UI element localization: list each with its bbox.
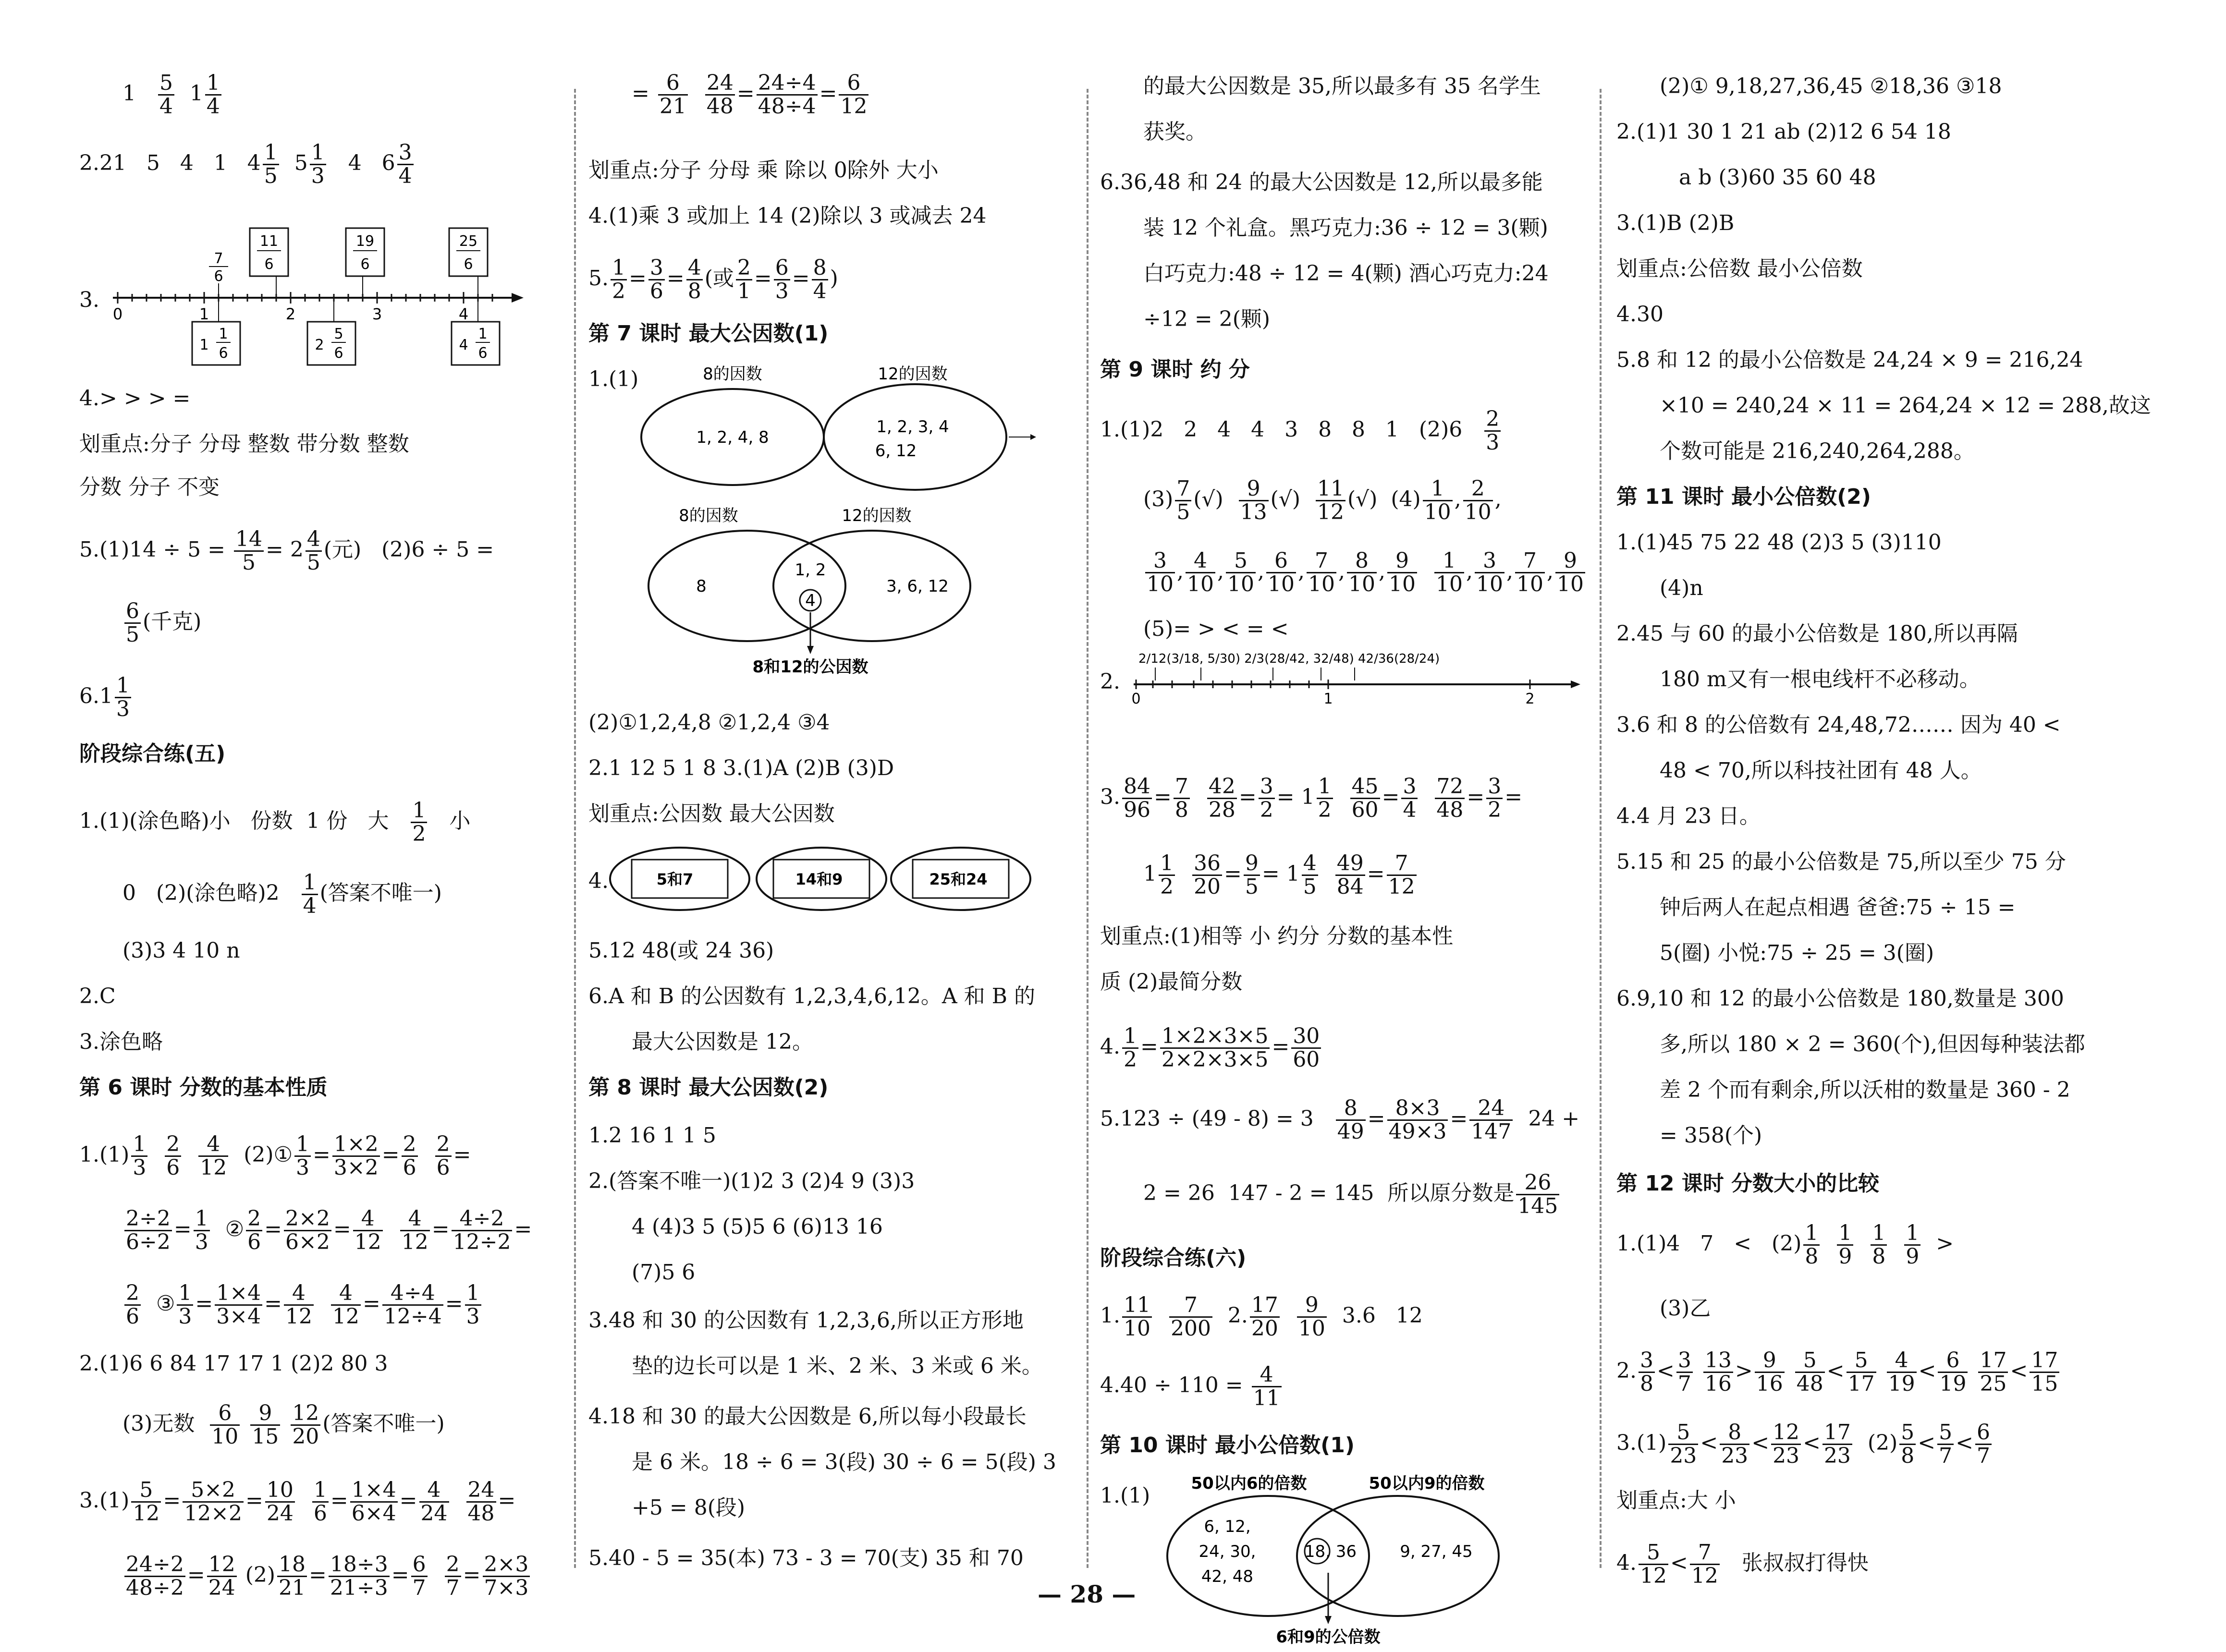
- number-line-2-diagram: [1129, 641, 1590, 708]
- text-line: 4. $\frac{1}{2}$ = $\frac{1\times 2\times 3\times 5}{2\times 2\times 3\times 5}$ = $\frac{30}{60}$: [1100, 1025, 1595, 1071]
- tick-label: 3: [372, 305, 382, 323]
- pairs-diagram: [608, 840, 1040, 917]
- svg-text:6: 6: [478, 345, 488, 362]
- tick-label: 0: [112, 305, 123, 323]
- text-line: 2.1 12 5 1 8 3.(1)A (2)B (3)D: [588, 756, 894, 780]
- column-divider: [574, 89, 576, 1568]
- text-line: 1.(1): [1100, 1483, 1150, 1508]
- text-line: 的最大公因数是 35,所以最多有 35 名学生: [1143, 74, 1541, 98]
- text-line: 5.12 48(或 24 36): [588, 938, 774, 963]
- text-line: 1.2 16 1 1 5: [588, 1123, 716, 1148]
- text-line: $\frac{2}{6}$ ③ $\frac{1}{3}$ = $\frac{1\times 4}{3\times 4}$ = $\frac{4}{12}$ $\frac{4}{12}$ = $\frac{4\div 4}{12\div 4}$ = $\frac{1}{3}$: [79, 1282, 562, 1328]
- text-line: 4.> > > =: [79, 386, 191, 411]
- text-line: 2.(1)6 6 84 17 17 1 (2)2 80 3: [79, 1351, 388, 1376]
- svg-text:19: 19: [355, 233, 375, 250]
- text-line: 4.18 和 30 的最大公因数是 6,所以每小段最长: [588, 1404, 1027, 1429]
- text-line: 钟后两人在起点相遇 爸爸:75 ÷ 15 =: [1660, 895, 2016, 920]
- svg-text:1: 1: [478, 326, 488, 342]
- text-line: = 358(个): [1660, 1123, 1762, 1148]
- text-line: 差 2 个而有剩余,所以沃柑的数量是 360 - 2: [1660, 1078, 2070, 1102]
- venn-items: 3, 6, 12: [886, 577, 949, 596]
- pair-label: 14和9: [795, 870, 843, 888]
- text-line: 垫的边长可以是 1 米、2 米、3 米或 6 米。: [632, 1354, 1043, 1378]
- svg-text:11: 11: [259, 233, 279, 250]
- pair-label: 5和7: [656, 870, 694, 888]
- text-line: 1.(1)45 75 22 48 (2)3 5 (3)110: [1616, 530, 1942, 555]
- svg-text:6: 6: [264, 256, 274, 273]
- text-line: 分数 分子 不变: [79, 475, 220, 499]
- venn-label: 12的因数: [842, 506, 912, 525]
- venn-items: 1, 2, 4, 8: [696, 428, 769, 447]
- text-line: 4.40 ÷ 110 = $\frac{4}{11}$: [1100, 1364, 1595, 1409]
- svg-text:1: 1: [219, 326, 228, 342]
- venn-items: 18, 36: [1304, 1542, 1357, 1561]
- text-line: 2.C: [79, 984, 116, 1008]
- text-line: 2.21 5 4 1 4 $\frac{1}{5}$ 5 $\frac{1}{3}$ 4 6 $\frac{3}{4}$: [79, 142, 562, 187]
- text-line: 1.(1)(涂色略)小 份数 1 份 大 $\frac{1}{2}$ 小: [79, 798, 471, 847]
- venn-items: 6, 12,: [1204, 1517, 1251, 1536]
- section-title: 第 11 课时 最小公倍数(2): [1616, 485, 1871, 509]
- venn-multiples-diagram: [1148, 1470, 1580, 1652]
- text-line: 2 = 26 147 - 2 = 145 所以原分数是 $\frac{26}{145}$: [1100, 1172, 1595, 1217]
- svg-text:4: 4: [459, 337, 468, 353]
- text-line: ÷12 = 2(颗): [1143, 307, 1271, 331]
- text-line: $\frac{6}{5}$ (千克): [79, 600, 562, 646]
- svg-text:2: 2: [315, 337, 324, 353]
- page-number: — 28 —: [1038, 1580, 1136, 1608]
- text-line: 3. $\frac{84}{96}$ = $\frac{7}{8}$ $\frac{42}{28}$ = $\frac{3}{2}$ = 1 $\frac{1}{2}$ $\frac{45}{60}$ = $\frac{3}{4}$ $\frac{72}{48}$ = $\frac{3}{2}$ =: [1100, 774, 1523, 823]
- svg-text:5: 5: [334, 326, 343, 342]
- tick-label: 1: [199, 305, 209, 323]
- svg-text:6: 6: [360, 256, 370, 273]
- text-line: $\frac{3}{10}$ , $\frac{4}{10}$ , $\frac{5}{10}$ , $\frac{6}{10}$ , $\frac{7}{10}$ , $\frac{8}{10}$ , $\frac{9}{10}$ $\frac{1}{10}$ , $\frac{3}{10}$ , $\frac{7}{10}$ , $\frac{9}{10}$: [1100, 550, 1595, 595]
- venn-items: 6, 12: [875, 441, 917, 461]
- text-line: (3)3 4 10 n: [122, 938, 240, 963]
- text-line: 3.(1)B (2)B: [1616, 211, 1735, 235]
- section-title: 第 7 课时 最大公因数(1): [588, 321, 829, 346]
- text-line: 1. $\frac{11}{10}$ $\frac{7}{200}$ 2. $\frac{17}{20}$ $\frac{9}{10}$ 3.6 12: [1100, 1293, 1423, 1341]
- text-line: (2)① 9,18,27,36,45 ②18,36 ③18: [1660, 74, 2002, 98]
- venn-label: 12的因数: [878, 364, 948, 384]
- text-line: 1.(1): [588, 367, 639, 391]
- number-line-diagram: [89, 226, 560, 370]
- text-line: 划重点:公倍数 最小公倍数: [1616, 256, 1863, 281]
- venn-label: 8的因数: [679, 506, 738, 525]
- pair-label: 25和24: [929, 870, 988, 888]
- text-line: 4.: [588, 869, 609, 893]
- section-title: 第 10 课时 最小公倍数(1): [1100, 1433, 1355, 1458]
- text-line: 1.(1)4 7 < (2) $\frac{1}{8}$ $\frac{1}{9}$ $\frac{1}{8}$ $\frac{1}{9}$ >: [1616, 1221, 1954, 1269]
- text-line: 6.9,10 和 12 的最小公倍数是 180,数量是 300: [1616, 986, 2064, 1011]
- section-title: 第 6 课时 分数的基本性质: [79, 1075, 328, 1100]
- text-line: (2)①1,2,4,8 ②1,2,4 ③4: [588, 710, 830, 735]
- venn-items: 24, 30,: [1199, 1542, 1256, 1561]
- text-line: 2.(答案不唯一)(1)2 3 (2)4 9 (3)3: [588, 1169, 915, 1193]
- number-line-labels: 2/12(3/18, 5/30) 2/3(28/42, 32/48) 42/36(28/24): [1138, 652, 1440, 666]
- text-line: 个数可能是 216,240,264,288。: [1660, 439, 1975, 463]
- text-line: 6.1 $\frac{1}{3}$: [79, 675, 562, 720]
- section-title: 第 8 课时 最大公因数(2): [588, 1075, 829, 1100]
- venn-label: 50以内6的倍数: [1191, 1474, 1307, 1493]
- text-line: 2. $\frac{3}{8}$ < $\frac{3}{7}$ $\frac{13}{16}$ > $\frac{9}{16}$ $\frac{5}{48}$ < $\frac{5}{17}$ $\frac{4}{19}$ < $\frac{6}{19}$ $\frac{17}{25}$ < $\frac{17}{15}$: [1616, 1349, 2102, 1395]
- svg-text:6: 6: [214, 268, 223, 285]
- text-line: 3.涂色略: [79, 1030, 163, 1054]
- svg-text:6: 6: [219, 345, 228, 362]
- text-line: 4.30: [1616, 302, 1663, 327]
- text-line: 1 $\frac{5}{4}$ 1 $\frac{1}{4}$: [79, 72, 562, 118]
- column-divider: [1600, 89, 1602, 1568]
- text-line: 5.15 和 25 的最小公倍数是 75,所以至少 75 分: [1616, 850, 2066, 874]
- text-line: 4 (4)3 5 (5)5 6 (6)13 16: [632, 1215, 883, 1239]
- text-line: $\frac{2\div 2}{6\div 2}$ = $\frac{1}{3}$ ② $\frac{2}{6}$ = $\frac{2\times 2}{6\times 2}$ = $\frac{4}{12}$ $\frac{4}{12}$ = $\frac{4\div 2}{12\div 2}$ =: [79, 1208, 562, 1253]
- text-line: 白巧克力:48 ÷ 12 = 4(颗) 酒心巧克力:24: [1143, 261, 1549, 286]
- venn-items: 9, 27, 45: [1400, 1542, 1473, 1561]
- venn-items: 8: [696, 577, 707, 596]
- text-line: 划重点:公因数 最大公因数: [588, 802, 835, 826]
- text-line: 5.8 和 12 的最小公倍数是 24,24 × 9 = 216,24: [1616, 348, 2083, 372]
- svg-text:1: 1: [199, 337, 209, 353]
- text-line: 3.6 和 8 的公倍数有 24,48,72…… 因为 40 <: [1616, 713, 2061, 737]
- text-line: 3.48 和 30 的公因数有 1,2,3,6,所以正方形地: [588, 1308, 1024, 1333]
- text-line: ×10 = 240,24 × 11 = 264,24 × 12 = 288,故这: [1660, 393, 2151, 418]
- section-title: 阶段综合练(五): [79, 741, 226, 766]
- text-line: 划重点:分子 分母 乘 除以 0除外 大小: [588, 158, 939, 182]
- section-title: 阶段综合练(六): [1100, 1246, 1247, 1270]
- text-line: 1 $\frac{1}{2}$ $\frac{36}{20}$ = $\frac{9}{5}$ = 1 $\frac{4}{5}$ $\frac{49}{84}$ = $\frac{7}{12}$: [1100, 852, 1595, 898]
- text-line: $\frac{24\div 2}{48\div 2}$ = $\frac{12}{24}$ (2) $\frac{18}{21}$ = $\frac{18\div 3}{21\div 3}$ = $\frac{6}{7}$ $\frac{2}{7}$ = $\frac{2\times 3}{7\times 3}$: [79, 1554, 562, 1599]
- text-line: 多,所以 180 × 2 = 360(个),但因每种装法都: [1660, 1032, 2085, 1057]
- venn-factors-diagram: [636, 360, 1117, 692]
- text-line: 划重点:分子 分母 整数 带分数 整数: [79, 432, 409, 456]
- text-line: 48 < 70,所以科技社团有 48 人。: [1660, 758, 1982, 783]
- venn-label: 8的因数: [703, 364, 762, 384]
- text-line: +5 = 8(段): [632, 1495, 746, 1520]
- text-line: a b (3)60 35 60 48: [1679, 165, 1876, 190]
- text-line: (7)5 6: [632, 1260, 696, 1285]
- text-line: 5. $\frac{1}{2}$ = $\frac{3}{6}$ = $\frac{4}{8}$ (或 $\frac{2}{1}$ = $\frac{6}{3}$ = $\frac{8}{4}$ ): [588, 255, 838, 304]
- text-line: 0 (2)(涂色略)2 $\frac{1}{4}$ (答案不唯一): [122, 870, 442, 919]
- text-line: 1.(1)2 2 4 4 3 8 8 1 (2)6 $\frac{2}{3}$: [1100, 408, 1595, 454]
- text-line: 6.A 和 B 的公因数有 1,2,3,4,6,12。A 和 B 的: [588, 984, 1035, 1008]
- section-title: 第 12 课时 分数大小的比较: [1616, 1171, 1880, 1196]
- text-line: 划重点:大 小: [1616, 1488, 1736, 1513]
- tick-label: 2: [285, 305, 296, 323]
- text-line: 180 m又有一根电线杆不必移动。: [1660, 667, 1981, 692]
- text-line: 4.(1)乘 3 或加上 14 (2)除以 3 或减去 24: [588, 204, 987, 228]
- venn-label: 50以内9的倍数: [1369, 1474, 1485, 1493]
- text-line: 获奖。: [1143, 120, 1207, 144]
- text-line: 5.123 ÷ (49 - 8) = 3 $\frac{8}{49}$ = $\frac{8\times 3}{49\times 3}$ = $\frac{24}{147}$ 24 +: [1100, 1096, 1580, 1144]
- venn-items: 1, 2, 3, 4: [876, 417, 949, 437]
- text-line: (3) $\frac{7}{5}$ (√) $\frac{9}{13}$ (√) $\frac{11}{12}$ (√) (4) $\frac{1}{10}$ , $\frac{2}{10}$ ,: [1143, 476, 1502, 525]
- text-line: = $\frac{6}{21}$ $\frac{24}{48}$ = $\frac{24\div 4}{48\div 4}$ = $\frac{6}{12}$: [588, 72, 1074, 118]
- text-line: 2.(1)1 30 1 21 ab (2)12 6 54 18: [1616, 120, 1951, 144]
- venn-caption: 8和12的公因数: [752, 657, 868, 677]
- tick-label: 4: [458, 305, 469, 323]
- column-divider: [1087, 89, 1089, 1568]
- text-line: (3)乙: [1660, 1296, 1711, 1321]
- text-line: 1.(1) $\frac{1}{3}$ $\frac{2}{6}$ $\frac{4}{12}$ (2)① $\frac{1}{3}$ = $\frac{1\times 2}{3\times 2}$ = $\frac{2}{6}$ $\frac{2}{6}$ =: [79, 1132, 471, 1180]
- section-title: 第 9 课时 约 分: [1100, 357, 1250, 382]
- svg-text:25: 25: [459, 233, 478, 250]
- text-line: 5.(1)14 ÷ 5 = $\frac{14}{5}$ = 2 $\frac{4}{5}$ (元) (2)6 ÷ 5 =: [79, 527, 494, 575]
- svg-text:7: 7: [214, 250, 223, 267]
- tick-label: 0: [1131, 691, 1141, 707]
- text-line: 4. $\frac{5}{12}$ < $\frac{7}{12}$ 张叔叔打得快: [1616, 1540, 1869, 1589]
- tick-label: 1: [1323, 691, 1333, 707]
- svg-text:6: 6: [464, 256, 473, 273]
- text-line: 划重点:(1)相等 小 约分 分数的基本性: [1100, 924, 1454, 948]
- text-line: 是 6 米。18 ÷ 6 = 3(段) 30 ÷ 6 = 5(段) 3: [632, 1450, 1056, 1474]
- text-line: (4)n: [1660, 576, 1703, 600]
- text-line: 最大公因数是 12。: [632, 1030, 813, 1054]
- text-line: 质 (2)最简分数: [1100, 970, 1243, 994]
- text-line: 2.45 与 60 的最小公倍数是 180,所以再隔: [1616, 621, 2018, 646]
- text-line: 3.: [79, 288, 99, 312]
- text-line: 3.(1) $\frac{5}{23}$ < $\frac{8}{23}$ < $\frac{12}{23}$ < $\frac{17}{23}$ (2) $\frac{5}{8}$ < $\frac{5}{7}$ < $\frac{6}{7}$: [1616, 1421, 2102, 1467]
- text-line: 5.40 - 5 = 35(本) 73 - 3 = 70(支) 35 和 70: [588, 1546, 1024, 1570]
- venn-items: 4: [805, 591, 816, 610]
- venn-items: 1, 2: [795, 560, 826, 580]
- venn-caption: 6和9的公倍数: [1276, 1628, 1381, 1647]
- text-line: (3)无数 $\frac{6}{10}$ $\frac{9}{15}$ $\frac{12}{20}$ (答案不唯一): [122, 1401, 445, 1449]
- text-line: 装 12 个礼盒。黑巧克力:36 ÷ 12 = 3(颗): [1143, 216, 1548, 240]
- text-line: 6.36,48 和 24 的最大公因数是 12,所以最多能: [1100, 170, 1543, 194]
- text-line: 3.(1) $\frac{5}{12}$ = $\frac{5\times 2}{12\times 2}$ = $\frac{10}{24}$ $\frac{1}{6}$ = $\frac{1\times 4}{6\times 4}$ = $\frac{4}{24}$ $\frac{24}{48}$ =: [79, 1478, 516, 1526]
- venn-items: 42, 48: [1201, 1567, 1254, 1586]
- text-line: (5)= > < = <: [1143, 617, 1289, 641]
- text-line: 5(圈) 小悦:75 ÷ 25 = 3(圈): [1660, 941, 1934, 965]
- svg-text:6: 6: [334, 345, 343, 362]
- text-line: 2.: [1100, 669, 1120, 694]
- tick-label: 2: [1525, 691, 1535, 707]
- text-line: 4.4 月 23 日。: [1616, 804, 1761, 828]
